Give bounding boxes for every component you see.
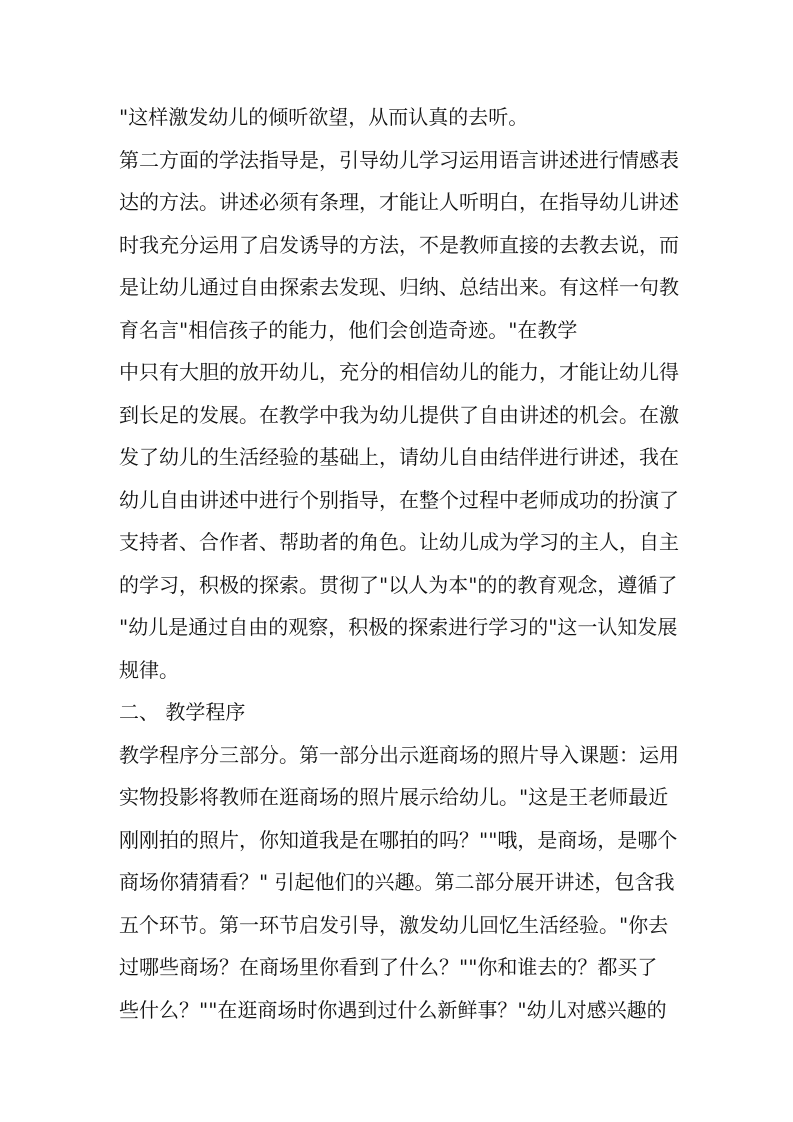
text-line: 是让幼儿通过自由探索去发现、归纳、总结出来。有这样一句教: [119, 275, 679, 299]
text-line: "这样激发幼儿的倾听欲望，从而认真的去听。: [119, 105, 529, 129]
text-line: 刚刚拍的照片，你知道我是在哪拍的吗？""哦，是商场，是哪个: [119, 828, 678, 852]
text-line: 幼儿自由讲述中进行个别指导，在整个过程中老师成功的扮演了: [119, 488, 679, 512]
text-line: 些什么？""在逛商场时你遇到过什么新鲜事？"幼儿对感兴趣的: [119, 998, 667, 1022]
text-line: 过哪些商场？在商场里你看到了什么？""你和谁去的？都买了: [119, 955, 658, 979]
text-line: 时我充分运用了启发诱导的方法，不是教师直接的去教去说，而: [119, 233, 679, 257]
text-line: 支持者、合作者、帮助者的角色。让幼儿成为学习的主人，自主: [119, 530, 679, 554]
text-line: 教学程序分三部分。第一部分出示逛商场的照片导入课题：运用: [119, 743, 679, 767]
text-line: "幼儿是通过自由的观察，积极的探索进行学习的"这一认知发展: [119, 615, 678, 639]
text-line: 第二方面的学法指导是，引导幼儿学习运用语言讲述进行情感表: [119, 148, 679, 172]
text-line: 发了幼儿的生活经验的基础上，请幼儿自由结伴进行讲述，我在: [119, 445, 679, 469]
text-line: 规律。: [119, 658, 179, 682]
text-line: 五个环节。第一环节启发引导，激发幼儿回忆生活经验。"你去: [119, 913, 669, 937]
text-line: 的学习，积极的探索。贯彻了"以人为本"的的教育观念，遵循了: [119, 573, 678, 597]
text-line: 商场你猜猜看？" 引起他们的兴趣。第二部分展开讲述，包含我: [119, 870, 675, 894]
text-line: 实物投影将教师在逛商场的照片展示给幼儿。"这是王老师最近: [119, 785, 669, 809]
text-line: 育名言"相信孩子的能力，他们会创造奇迹。"在教学: [119, 318, 578, 342]
text-line: 到长足的发展。在教学中我为幼儿提供了自由讲述的机会。在激: [119, 403, 679, 427]
text-line: 中只有大胆的放开幼儿，充分的相信幼儿的能力，才能让幼儿得: [119, 360, 679, 384]
text-line: 达的方法。讲述必须有条理，才能让人听明白，在指导幼儿讲述: [119, 190, 679, 214]
section-heading: 二、 教学程序: [119, 700, 246, 724]
